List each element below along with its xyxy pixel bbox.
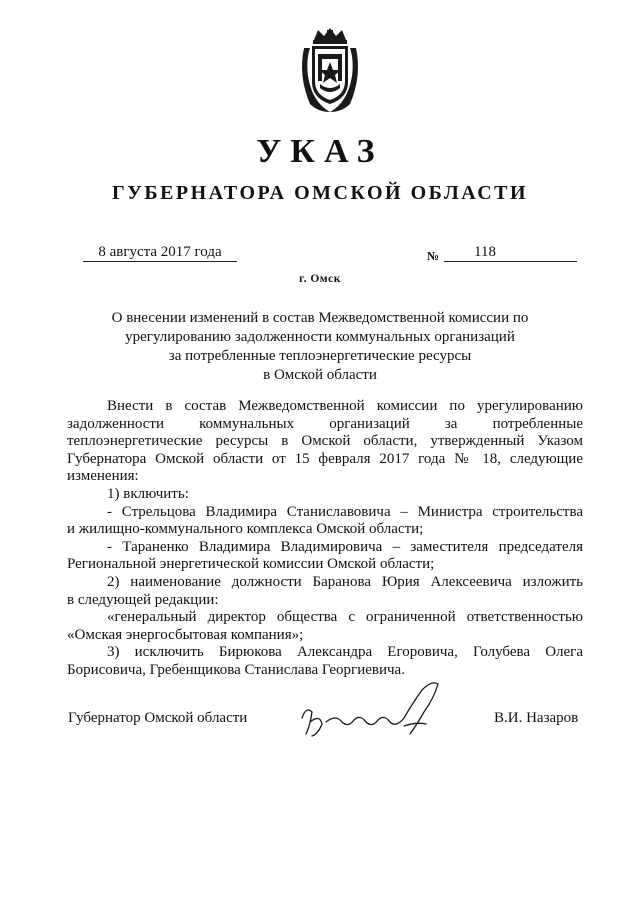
body-line: 2) наименование должности Баранова Юрия Алексеевича изложить (107, 573, 583, 590)
body-line: Региональной энергетической комиссии Омской области; (67, 556, 435, 573)
document-body (67, 398, 583, 680)
subject-line: О внесении изменений в состав Межведомственной комиссии по (111, 310, 529, 326)
signatory-name: В.И. Назаров (494, 710, 579, 726)
document-title: УКАЗ (256, 133, 384, 170)
body-line: в следующей редакции: (67, 591, 219, 608)
document-subject (100, 309, 540, 385)
body-line: «Омская энергосбытовая компания»; (67, 626, 304, 643)
document-number: 118 (444, 243, 577, 262)
body-line: - Тараненко Владимира Владимировича – заместителя председателя (107, 538, 583, 555)
document-date: 8 августа 2017 года (83, 243, 237, 262)
body-line: Борисовича, Гребенщикова Станислава Георгиевича. (67, 661, 405, 678)
body-line: и жилищно-коммунального комплекса Омской области; (67, 521, 424, 538)
body-line: 3) исключить Бирюкова Александра Егоровича, Голубева Олега (107, 644, 583, 661)
document-city: г. Омск (299, 273, 341, 285)
signatory-position: Губернатор Омской области (68, 710, 248, 726)
body-line: задолженности коммунальных организаций за потребленные (67, 415, 583, 432)
subject-line: за потребленные теплоэнергетические ресурсы (168, 348, 472, 364)
body-line: изменения: (67, 468, 139, 485)
body-line: Внести в состав Межведомственной комиссии по урегулированию (107, 398, 583, 414)
body-line: 1) включить: (107, 485, 189, 502)
handwritten-signature (292, 678, 452, 748)
coat-of-arms-icon (296, 26, 364, 114)
body-line: - Стрельцова Владимира Станиславовича – Министра строительства (107, 503, 583, 520)
body-line: «генеральный директор общества с ограниченной ответственностью (107, 609, 583, 626)
number-sign: № (427, 249, 440, 263)
subject-line: урегулированию задолженности коммунальных организаций (125, 329, 515, 345)
subject-line: в Омской области (263, 367, 377, 383)
body-line: теплоэнергетические ресурсы в Омской области, утвержденный Указом (67, 433, 583, 450)
body-line: Губернатора Омской области от 15 февраля 2017 года № 18, следующие (67, 450, 583, 467)
document-subtitle: ГУБЕРНАТОРА ОМСКОЙ ОБЛАСТИ (111, 182, 529, 204)
